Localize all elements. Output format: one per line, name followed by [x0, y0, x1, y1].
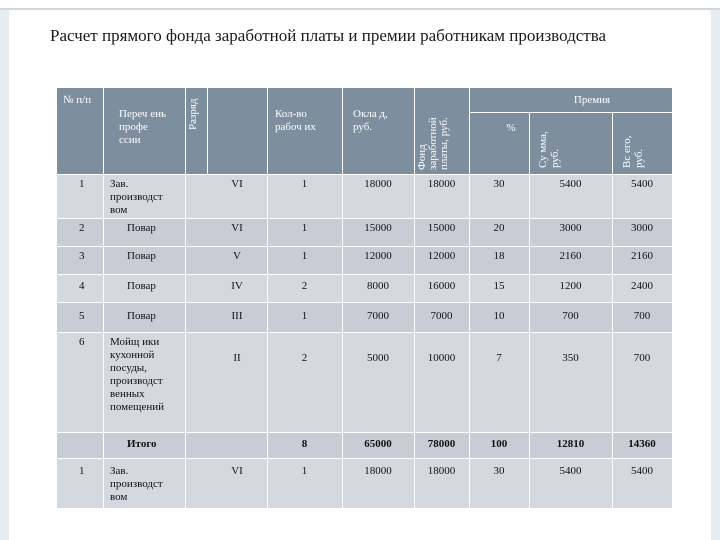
right-decoration	[711, 10, 720, 540]
row-3-grade: V	[233, 250, 241, 262]
row-1-salary: 18000	[364, 178, 392, 190]
totals-sum: 12810	[556, 438, 585, 450]
totals-percent: 100	[490, 438, 508, 450]
row-2-sum: 3000	[559, 222, 582, 234]
header-salary: Окла д, руб.	[353, 108, 388, 133]
row-6-percent: 7	[496, 352, 502, 364]
header-count: Кол-во рабоч их	[275, 108, 316, 133]
row-1-grade: VI	[231, 178, 243, 190]
row-1-fund: 18000	[427, 178, 456, 190]
row-4-percent: 15	[493, 280, 505, 292]
row-5-salary: 7000	[367, 310, 389, 322]
row-4-fund: 16000	[427, 280, 456, 292]
row-4-total: 2400	[631, 280, 653, 292]
row-sep	[57, 302, 672, 303]
row-5-num: 5	[79, 310, 85, 322]
row-3-num: 3	[79, 250, 85, 262]
row-5-percent: 10	[493, 310, 505, 322]
row-5-sum: 700	[562, 310, 579, 322]
totals-salary: 65000	[364, 438, 392, 450]
row-4-num: 4	[79, 280, 85, 292]
extra-row-salary: 18000	[364, 465, 392, 477]
row-6-num: 6	[79, 336, 85, 348]
header-sep	[469, 112, 672, 113]
row-3-fund: 12000	[427, 250, 456, 262]
row-2-num: 2	[79, 222, 85, 234]
row-sep	[57, 332, 672, 333]
row-6-grade: II	[233, 352, 241, 364]
row-3-profession: Повар	[127, 250, 156, 262]
header-num: № п/п	[63, 94, 92, 106]
row-5-grade: III	[231, 310, 243, 322]
row-1-count: 1	[301, 178, 308, 190]
header-profession: Переч ень профе ссии	[119, 108, 167, 146]
salary-table	[57, 88, 672, 508]
extra-row-total: 5400	[631, 465, 653, 477]
row-3-salary: 12000	[364, 250, 392, 262]
totals-total: 14360	[628, 438, 656, 450]
row-6-sum: 350	[562, 352, 579, 364]
row-4-salary: 8000	[367, 280, 389, 292]
row-3-percent: 18	[493, 250, 505, 262]
row-4-profession: Повар	[127, 280, 156, 292]
row-5-count: 1	[301, 310, 308, 322]
extra-row-fund: 18000	[427, 465, 456, 477]
header-percent: %	[506, 122, 516, 134]
row-1-profession: Зав. производст вом	[110, 178, 163, 216]
header-sum-wrap	[535, 114, 575, 172]
header-premium: Премия	[573, 94, 611, 106]
row-5-fund: 7000	[430, 310, 453, 322]
row-3-total: 2160	[631, 250, 653, 262]
totals-count: 8	[301, 438, 308, 450]
row-sep	[57, 246, 672, 247]
row-6-salary: 5000	[367, 352, 389, 364]
extra-row-percent: 30	[493, 465, 505, 477]
header-fund: Фонд заработной платы, руб.	[416, 117, 450, 170]
page-title: Расчет прямого фонда заработной платы и премии работникам производства	[50, 26, 607, 45]
col-sep	[207, 88, 208, 174]
row-2-fund: 15000	[427, 222, 456, 234]
row-3-sum: 2160	[559, 250, 582, 262]
col-sep	[185, 88, 186, 508]
row-1-num: 1	[79, 178, 85, 190]
header-total-wrap	[619, 114, 659, 172]
extra-row-count: 1	[301, 465, 308, 477]
row-6-total: 700	[633, 352, 651, 364]
header-total: Вс его, руб.	[621, 135, 645, 168]
row-1-percent: 30	[493, 178, 505, 190]
row-4-count: 2	[301, 280, 308, 292]
left-decoration	[0, 10, 9, 540]
row-2-profession: Повар	[127, 222, 156, 234]
extra-row-sum: 5400	[559, 465, 582, 477]
row-5-profession: Повар	[127, 310, 156, 322]
row-2-salary: 15000	[364, 222, 392, 234]
row-6-count: 2	[301, 352, 308, 364]
extra-row-grade: VI	[231, 465, 243, 477]
row-2-percent: 20	[493, 222, 505, 234]
col-sep	[103, 88, 104, 508]
header-grade: Разряд	[187, 98, 199, 130]
row-sep	[57, 432, 672, 433]
totals-label: Итого	[127, 438, 157, 450]
row-1-total: 5400	[631, 178, 653, 190]
top-rule	[0, 8, 720, 10]
row-2-total: 3000	[631, 222, 653, 234]
row-6-profession: Мойщ ики кухонной посуды, производст венных помещений	[110, 336, 165, 413]
row-sep	[57, 274, 672, 275]
row-sep	[57, 218, 672, 219]
row-1-sum: 5400	[559, 178, 582, 190]
row-2-count: 1	[301, 222, 308, 234]
totals-fund: 78000	[427, 438, 456, 450]
header-sum: Су мма, руб.	[537, 131, 561, 168]
header-fund-wrap	[417, 92, 463, 172]
row-sep	[57, 458, 672, 459]
row-5-total: 700	[633, 310, 651, 322]
row-sep	[57, 174, 672, 175]
extra-row-profession: Зав. производст вом	[110, 465, 163, 503]
row-4-sum: 1200	[559, 280, 582, 292]
row-2-grade: VI	[231, 222, 243, 234]
row-6-fund: 10000	[427, 352, 456, 364]
row-3-count: 1	[301, 250, 308, 262]
row-4-grade: IV	[231, 280, 243, 292]
extra-row-num: 1	[79, 465, 85, 477]
